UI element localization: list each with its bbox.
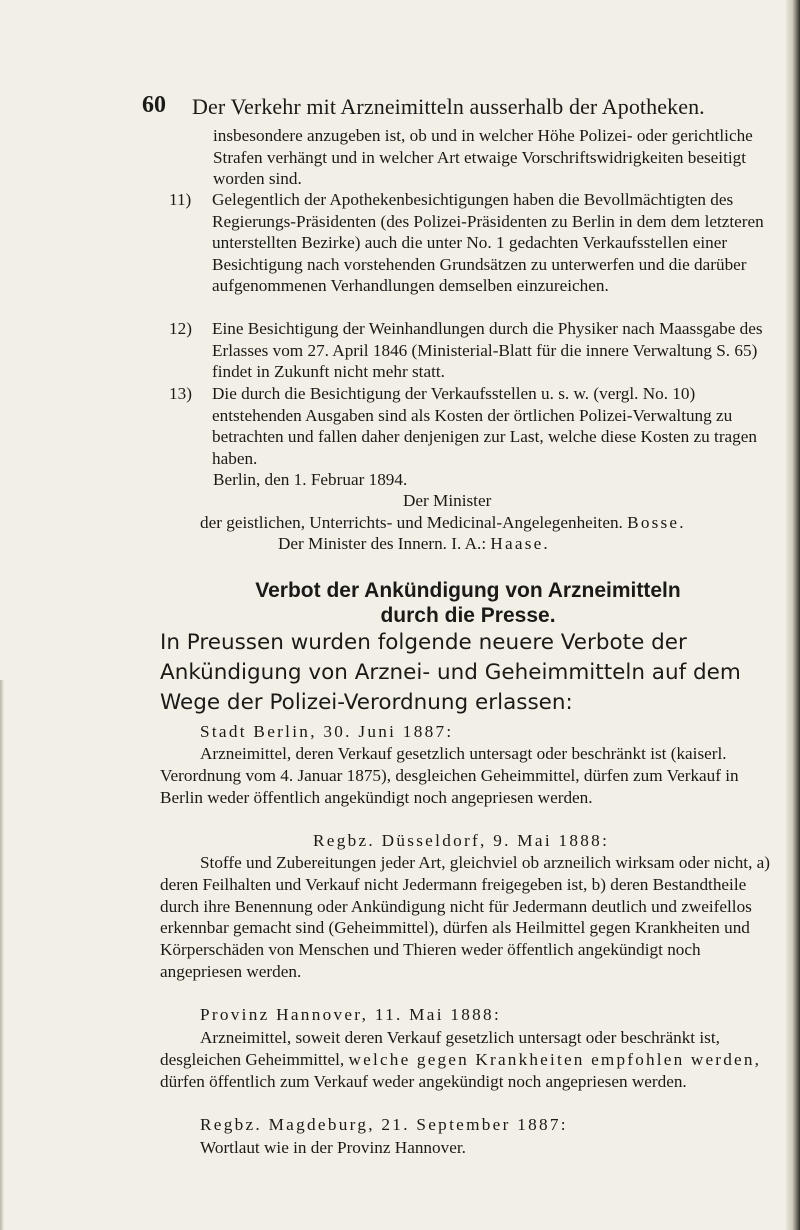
signature-ministry: [200, 512, 686, 534]
ordinance-text-berlin: Arzneimittel, deren Verkauf gesetzlich untersagt oder beschränkt ist (kaiserl. Verordnung vom 4. Januar 1875), desgleichen Geheimmittel, dürfen zum Verkauf in Berlin weder öffentlich angekündigt noch angepriesen werden.: [160, 744, 739, 807]
ordinance-text-magdeburg: Wortlaut wie in der Provinz Hannover.: [200, 1138, 466, 1157]
item-number: 13): [169, 384, 192, 403]
ordinance-heading-berlin: Stadt Berlin, 30. Juni 1887:: [200, 722, 454, 741]
page-number: 60: [142, 92, 166, 118]
signature-interior: [278, 533, 550, 555]
item-text: Die durch die Besichtigung der Verkaufsstellen u. s. w. (vergl. No. 10) entstehenden Ausgaben sind als Kosten der örtlichen Polizei-Verwaltung zu betrachten und fallen daher denjenigen zur Last, welche diese Kosten zu tragen haben.: [212, 384, 757, 468]
page-edge-shadow: [786, 0, 800, 1230]
item-text: Eine Besichtigung der Weinhandlungen durch die Physiker nach Maassgabe des Erlasses vom 27. April 1846 (Ministerial-Blatt für die innere Verwaltung S. 65) findet in Zukunft nicht mehr statt.: [212, 319, 763, 381]
page-edge-left: [0, 680, 4, 1230]
intro-paragraph: insbesondere anzugeben ist, ob und in welcher Höhe Polizei- oder gerichtliche Strafen verhängt und in welcher Art etwaige Vorschriftswidrigkeiten beseitigt worden sind.: [213, 126, 753, 188]
section-title-line-2: durch die Presse.: [380, 604, 556, 627]
emphasized-phrase: welche gegen Krankheiten empfohlen werden,: [348, 1049, 762, 1069]
ordinance-heading-magdeburg: Regbz. Magdeburg, 21. September 1887:: [200, 1115, 568, 1134]
running-title: Der Verkehr mit Arzneimitteln ausserhalb der Apotheken.: [192, 94, 705, 119]
ordinance-text-duesseldorf: Stoffe und Zubereitungen jeder Art, gleichviel ob arzneilich wirksam oder nicht, a) deren Feilhalten und Verkauf nicht Jedermann freigegeben ist, b) deren Bestandtheile durch ihre Benennung oder Ankündigung nicht für Jedermann deutlich und zweifellos erkennbar gemacht sind (Geheimmittel), dürfen als Heilmittel gegen Krankheiten und Körperschäden von Menschen und Thieren weder öffentlich angekündigt noch angepriesen werden.: [160, 853, 771, 981]
list-item-12: [169, 318, 772, 383]
list-item-13: [169, 383, 772, 469]
section-lead: In Preussen wurden folgende neuere Verbote der Ankündigung von Arznei- und Geheimmitteln auf dem Wege der Polizei-Verordnung erlassen:: [160, 630, 741, 715]
item-text: Gelegentlich der Apothekenbesichtigungen haben die Bevollmächtigten des Regierungs-Präsidenten (des Polizei-Präsidenten zu Berlin in dem dem letzteren unterstellten Bezirke) auch die unter No. 1 gedachten Verkaufsstellen einer Besichtigung nach vorstehenden Grundsätzen zu unterwerfen und die darüber aufgenommenen Verhandlungen demselben einzureichen.: [212, 190, 764, 295]
ordinance-text-hannover: Arzneimittel, soweit deren Verkauf gesetzlich untersagt oder beschränkt ist, desgleichen Geheimmittel, welche gegen Krankheiten empfohlen werden, dürfen öffentlich zum Verkauf weder angekündigt noch angepriesen werden.: [160, 1028, 762, 1091]
minister-name: Bosse.: [627, 513, 686, 532]
section-title: [168, 578, 768, 628]
section-title-line-1: Verbot der Ankündigung von Arzneimitteln: [255, 579, 681, 602]
interior-title: Der Minister des Innern. I. A.:: [278, 534, 487, 553]
signature-place-date: Berlin, den 1. Februar 1894.: [213, 470, 408, 489]
item-number: 11): [169, 190, 192, 209]
ordinance-heading-duesseldorf: Regbz. Düsseldorf, 9. Mai 1888:: [313, 831, 610, 850]
list-item-11: [169, 189, 772, 297]
ordinance-heading-hannover: Provinz Hannover, 11. Mai 1888:: [200, 1005, 502, 1024]
interior-name: Haase.: [490, 534, 550, 553]
signature-title: Der Minister: [403, 491, 492, 510]
ministry-name: der geistlichen, Unterrichts- und Medicinal-Angelegenheiten.: [200, 513, 623, 532]
item-number: 12): [169, 319, 192, 338]
